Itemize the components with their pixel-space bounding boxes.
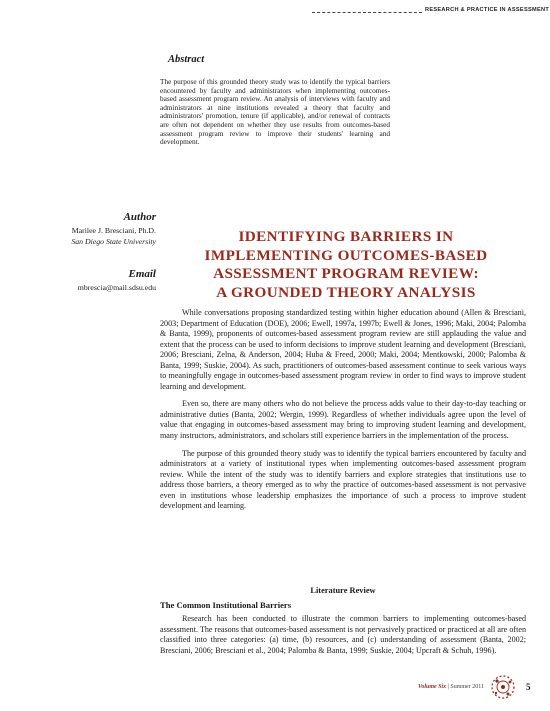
footer-volume: Volume Six <box>418 684 447 690</box>
footer-season: Summer 2011 <box>450 684 484 690</box>
rpa-journal-logo-icon <box>488 672 518 702</box>
header-dashed-rule <box>312 12 422 13</box>
email-label: Email <box>128 268 156 280</box>
title-line: ASSESSMENT PROGRAM REVIEW: <box>213 265 479 282</box>
section-heading: Literature Review <box>310 586 376 595</box>
body-paragraph: Research has been conducted to illustrate the common barriers to implementing outcomes-based assessment. The reasons that outcomes-based assessment is not pervasively practiced or practiced at all are often classified into three categories: (a) time, (b) resources, and (c) understanding of assessment (Banta, 2002; Bresciani, 2006; Bresciani et al., 2004; Palomba & Banta, 1999; Suskie, 2004; Upcraft & Schuh, 1996). <box>160 614 526 655</box>
subsection-heading: The Common Institutional Barriers <box>160 600 292 610</box>
footer-separator: | <box>447 684 451 690</box>
article-title <box>168 228 524 302</box>
article-body <box>160 308 526 519</box>
abstract-title: Abstract <box>168 54 205 65</box>
page-number: 5 <box>526 682 531 692</box>
author-name: Marilee J. Bresciani, Ph.D. <box>71 226 156 235</box>
title-line: A GROUNDED THEORY ANALYSIS <box>216 283 476 301</box>
body-paragraph: Even so, there are many others who do not believe the process adds value to their day-to-day teaching or administrative duties (Banta, 2002; Wergin, 1999). Regardless of whether individuals agree upon the level of value that engaging in outcomes-based assessment may bring to improving student learning and development, many instructors, administrators, and scholars still experience barriers in the implementation of the process. <box>160 399 526 441</box>
subsection-body <box>160 614 526 663</box>
author-label: Author <box>123 211 156 223</box>
author-affiliation: San Diego State University <box>71 237 156 246</box>
author-email[interactable]: mbrescia@mail.sdsu.edu <box>77 283 156 292</box>
title-line: IDENTIFYING BARRIERS IN <box>238 228 454 245</box>
body-paragraph: While conversations proposing standardized testing within higher education abound (Allen & Bresciani, 2003; Department of Education (DOE), 2006; Ewell, 1997a, 1997b; Ewell & Jones, 1996; Maki, 2004; Palomba & Banta, 1999), proponents of outcomes-based assessment program review are still applauding the value and extent that the process can be used to inform decisions to improve student learning and development (Bresciani, 2006; Bresciani, Zelna, & Anderson, 2004; Huba & Freed, 2000; Maki, 2004; Mentkowski, 2000; Palomba & Banta, 1999; Suskie, 2004). As such, practitioners of outcomes-based assessment continue to seek various ways to meaningfully engage in outcomes-based assessment program review in order to find ways to improve student learning and development. <box>160 308 526 391</box>
abstract-text: The purpose of this grounded theory study was to identify the typical barriers encountered by faculty and administrators when implementing outcomes-based assessment program review. An analysis of interviews with faculty and administrators at nine institutions revealed a theory that faculty and administrators' promotion, tenure (if applicable), and/or renewal of contracts are often not dependent on whether they use results from outcomes-based assessment program review to improve their students' learning and development. <box>160 77 390 147</box>
running-head: RESEARCH & PRACTICE IN ASSESSMENT <box>425 7 550 13</box>
footer-issue <box>418 684 484 690</box>
body-paragraph: The purpose of this grounded theory study was to identify the typical barriers encountered by faculty and administrators at a variety of institutional types when implementing outcomes-based assessment program review. While the intent of the study was to identify barriers and explore strategies that institutions use to address those barriers, a theory emerged as to why the practice of outcomes-based assessment is not pervasive even in institutions whose leadership emphasizes the importance of such a process to improve student development and learning. <box>160 448 526 511</box>
title-line: IMPLEMENTING OUTCOMES-BASED <box>204 246 488 264</box>
